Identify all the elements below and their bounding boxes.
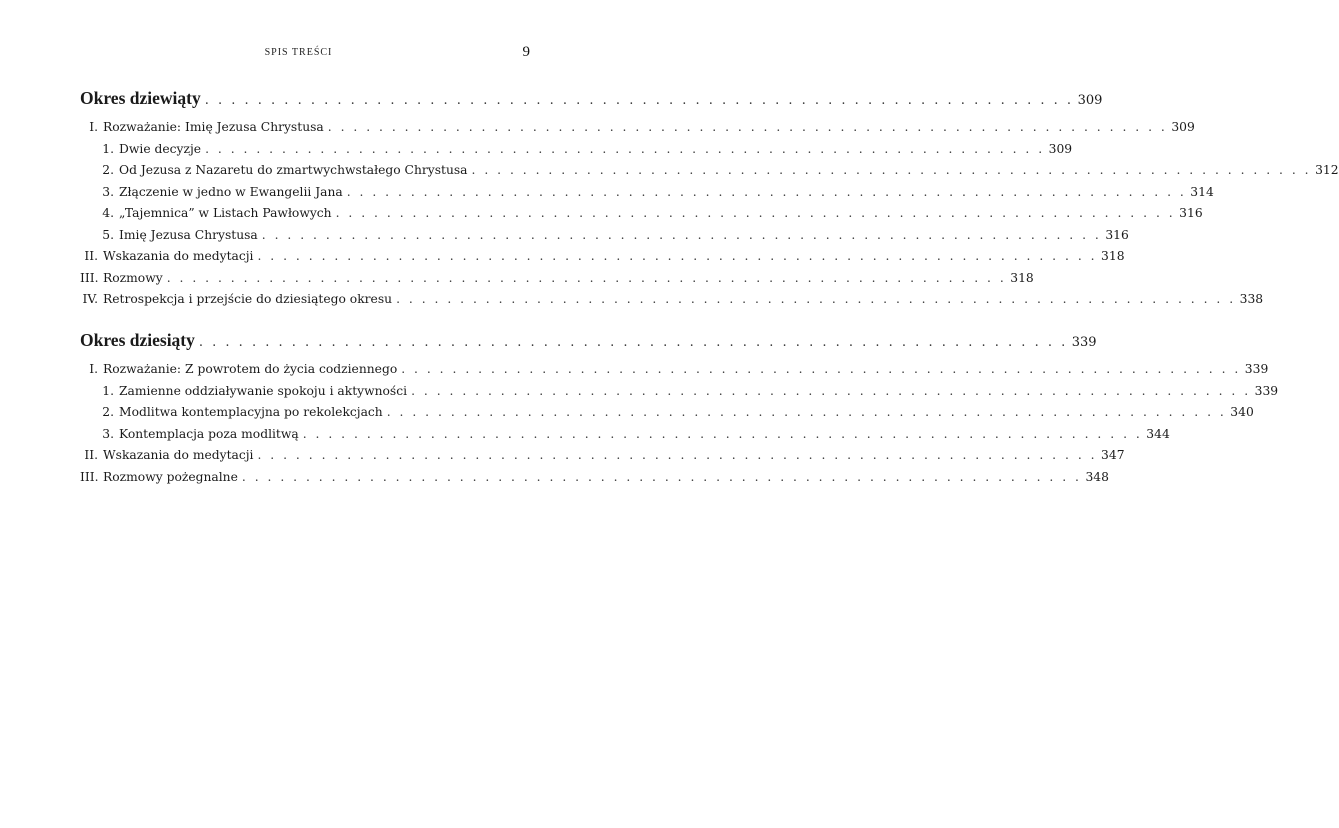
entry-number: I. — [89, 362, 98, 376]
chapter-heading[interactable] — [0, 88, 1103, 110]
entry-page-number: 316 — [1105, 227, 1129, 242]
toc-entry[interactable] — [0, 120, 1195, 142]
toc-subentry[interactable] — [0, 426, 1170, 449]
dot-leader: . . . . . . . . . . . . . . . . . . . . . . . . . . . . . . . . . . . . . . . . . . . . . . . . . . . . . . . . . . . . . . . . . . — [204, 93, 1074, 108]
entry-page-number: 309 — [1048, 141, 1073, 156]
dot-leader: . . . . . . . . . . . . . . . . . . . . . . . . . . . . . . . . . . . . . . . . . . . . . . . . . . . . . . . . . . . . . . . . . . — [401, 362, 1241, 376]
entry-page-number: 338 — [1239, 292, 1264, 306]
dot-leader: . . . . . . . . . . . . . . . . . . . . . . . . . . . . . . . . . . . . . . . . . . . . . . . . . . . . . . . . . . . . . . . . . . — [241, 469, 1082, 484]
entry-number: III. — [80, 469, 99, 484]
entry-number: 1. — [102, 383, 114, 398]
entry-number: 1. — [102, 141, 114, 156]
toc-subentry[interactable] — [0, 184, 1214, 207]
dot-leader: . . . . . . . . . . . . . . . . . . . . . . . . . . . . . . . . . . . . . . . . . . . . . . . . . . . . . . . . . . . . . . . . . . — [471, 163, 1312, 177]
entry-title: Modlitwa kontemplacyjna po rekolekcjach — [119, 405, 383, 419]
entry-title: Rozmowy pożegnalne — [103, 469, 238, 484]
toc-subentry[interactable] — [0, 405, 1254, 427]
toc-entry[interactable] — [0, 249, 1125, 271]
entry-page-number: 316 — [1179, 206, 1203, 220]
entry-page-number: 309 — [1171, 120, 1195, 134]
entry-number: I. — [89, 120, 98, 134]
entry-number: 5. — [102, 227, 114, 242]
entry-title: „Tajemnica” w Listach Pawłowych — [119, 206, 332, 220]
chapter-page-number: 309 — [1077, 93, 1103, 108]
entry-page-number: 318 — [1010, 270, 1034, 285]
toc-entry[interactable] — [0, 270, 1034, 293]
entry-title: Kontemplacja poza modlitwą — [119, 426, 299, 441]
entry-page-number: 340 — [1230, 405, 1254, 419]
entry-title: Imię Jezusa Chrystusa — [119, 227, 258, 242]
entry-number: 2. — [102, 163, 114, 177]
entry-title: Wskazania do medytacji — [103, 249, 254, 263]
toc-entry[interactable] — [0, 292, 1264, 314]
dot-leader: . . . . . . . . . . . . . . . . . . . . . . . . . . . . . . . . . . . . . . . . . . . . . . . . . . . . . . . . . . . . . . . . . . — [335, 206, 1176, 220]
entry-title: Od Jezusa z Nazaretu do zmartwychwstałego Chrystusa — [119, 163, 468, 177]
dot-leader: . . . . . . . . . . . . . . . . . . . . . . . . . . . . . . . . . . . . . . . . . . . . . . . . . . . . . . . . . . . . . . . . . . — [302, 426, 1143, 441]
toc-subentry[interactable] — [0, 163, 1339, 185]
entry-title: Dwie decyzje — [119, 141, 202, 156]
toc-subentry[interactable] — [0, 206, 1203, 228]
dot-leader: . . . . . . . . . . . . . . . . . . . . . . . . . . . . . . . . . . . . . . . . . . . . . . . . . . . . . . . . . . . . . . . . . . — [386, 405, 1227, 419]
entry-number: 3. — [102, 184, 114, 199]
entry-title: Retrospekcja i przejście do dziesiątego okresu — [103, 292, 393, 306]
chapter-title: Okres dziesiąty — [80, 330, 195, 350]
dot-leader: . . . . . . . . . . . . . . . . . . . . . . . . . . . . . . . . . . . . . . . . . . . . . . . . . . . . . . . . . . . . . . . . . . — [166, 270, 1007, 285]
entry-page-number: 339 — [1244, 362, 1269, 376]
dot-leader: . . . . . . . . . . . . . . . . . . . . . . . . . . . . . . . . . . . . . . . . . . . . . . . . . . . . . . . . . . . . . . . . . . — [327, 120, 1168, 134]
entry-title: Rozważanie: Z powrotem do życia codziennego — [103, 362, 398, 376]
entry-title: Rozmowy — [103, 270, 163, 285]
dot-leader: . . . . . . . . . . . . . . . . . . . . . . . . . . . . . . . . . . . . . . . . . . . . . . . . . . . . . . . . . . . . . . . . . . — [396, 292, 1236, 306]
entry-number: II. — [84, 249, 98, 263]
chapter-page-number: 339 — [1071, 335, 1097, 350]
entry-number: 3. — [102, 426, 114, 441]
entry-page-number: 348 — [1085, 469, 1109, 484]
entry-page-number: 344 — [1146, 426, 1170, 441]
entry-page-number: 339 — [1254, 383, 1279, 398]
dot-leader: . . . . . . . . . . . . . . . . . . . . . . . . . . . . . . . . . . . . . . . . . . . . . . . . . . . . . . . . . . . . . . . . . . — [411, 383, 1251, 398]
dot-leader: . . . . . . . . . . . . . . . . . . . . . . . . . . . . . . . . . . . . . . . . . . . . . . . . . . . . . . . . . . . . . . . . . . — [257, 448, 1098, 462]
dot-leader: . . . . . . . . . . . . . . . . . . . . . . . . . . . . . . . . . . . . . . . . . . . . . . . . . . . . . . . . . . . . . . . . . . — [198, 335, 1068, 350]
dot-leader: . . . . . . . . . . . . . . . . . . . . . . . . . . . . . . . . . . . . . . . . . . . . . . . . . . . . . . . . . . . . . . . . . . — [261, 227, 1102, 242]
toc-entry[interactable] — [0, 362, 1269, 384]
entry-title: Wskazania do medytacji — [103, 448, 254, 462]
entry-page-number: 347 — [1101, 448, 1125, 462]
chapter-title: Okres dziewiąty — [80, 88, 201, 108]
entry-number: III. — [80, 270, 99, 285]
entry-number: II. — [84, 448, 98, 462]
entry-page-number: 318 — [1101, 249, 1125, 263]
dot-leader: . . . . . . . . . . . . . . . . . . . . . . . . . . . . . . . . . . . . . . . . . . . . . . . . . . . . . . . . . . . . . . . . . . — [205, 141, 1045, 156]
entry-title: Rozważanie: Imię Jezusa Chrystusa — [103, 120, 324, 134]
toc-subentry[interactable] — [0, 227, 1129, 250]
entry-number: IV. — [82, 292, 98, 306]
entry-page-number: 312 — [1315, 163, 1339, 177]
toc-entry[interactable] — [0, 469, 1109, 492]
entry-number: 4. — [102, 206, 114, 220]
dot-leader: . . . . . . . . . . . . . . . . . . . . . . . . . . . . . . . . . . . . . . . . . . . . . . . . . . . . . . . . . . . . . . . . . . — [346, 184, 1187, 199]
toc-subentry[interactable] — [0, 141, 1073, 164]
page-number: 9 — [522, 44, 530, 60]
entry-title: Złączenie w jedno w Ewangelii Jana — [119, 184, 343, 199]
chapter-heading[interactable] — [0, 330, 1097, 352]
dot-leader: . . . . . . . . . . . . . . . . . . . . . . . . . . . . . . . . . . . . . . . . . . . . . . . . . . . . . . . . . . . . . . . . . . — [257, 249, 1098, 263]
toc-entry[interactable] — [0, 448, 1125, 470]
entry-number: 2. — [102, 405, 114, 419]
running-head: SPIS TREŚCI — [264, 47, 333, 58]
entry-page-number: 314 — [1190, 184, 1214, 199]
entry-title: Zamienne oddziaływanie spokoju i aktywności — [119, 383, 408, 398]
toc-subentry[interactable] — [0, 383, 1279, 406]
